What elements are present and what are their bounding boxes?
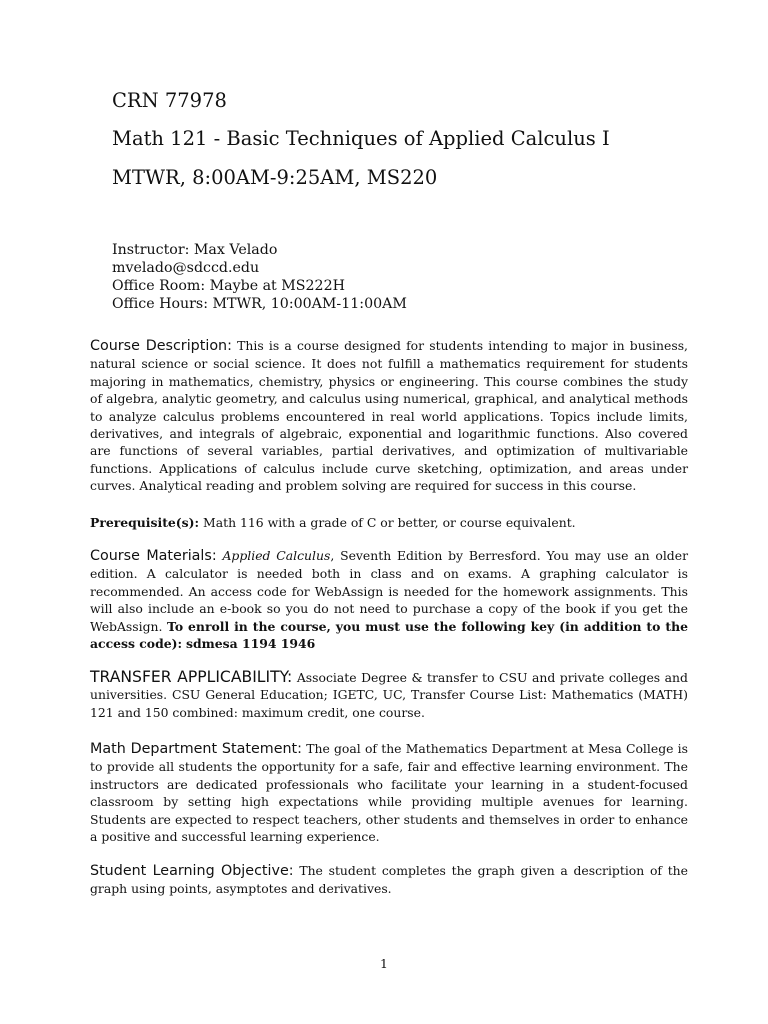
course-description-label: Course Description: [90,338,232,354]
course-materials-text: , Seventh Edition by Berresford. You may use an older edition. A calculator is needed both in class and on exams. A graphing calculator is recommended. An access code for WebAssign is needed for the homework assignments. This will also include an e-book so you do not need to purchase a copy of the book if you get the WebAssign. [90,548,688,634]
instructor-info [112,241,407,313]
textbook-title: Applied Calculus [222,548,331,563]
department-statement-label: Math Department Statement: [90,741,302,757]
learning-objective-text: The student completes the graph given a description of the graph using points, asymptotes and derivatives. [90,863,688,897]
enroll-key: sdmesa 1194 1946 [186,636,316,652]
department-statement-section [90,740,688,845]
learning-objective-label: Student Learning Objective: [90,863,294,879]
course-description-text: This is a course designed for students intending to major in business, natural science or social science. It does not fulfill a mathematics requirement for students majoring in mathematics, chemistry, physics or engineering. This course combines the study of algebra, analytic geometry, and calculus using numerical, graphical, and analytical methods to analyze calculus problems encountered in real world applications. Topics include limits, derivatives, and integrals of algebraic, exponential and logarithmic functions. Also covered are functions of several variables, partial derivatives, and optimization of multivariable functions. Applications of calculus include curve sketching, optimization, and areas under curves. Analytical reading and problem solving are required for success in this course. [90,338,688,494]
learning-objective-section [90,862,688,898]
prerequisites-section [90,514,688,531]
course-materials-section [90,547,688,652]
office-hours: Office Hours: MTWR, 10:00AM-11:00AM [112,296,407,312]
page-number: 1 [380,956,388,971]
course-schedule: MTWR, 8:00AM-9:25AM, MS220 [112,166,438,189]
transfer-text: Associate Degree & transfer to CSU and private colleges and universities. CSU General Education; IGETC, UC, Transfer Course List: Mathematics (MATH) 121 and 150 combined: maximum credit, one course. [90,670,688,720]
transfer-section [90,669,688,721]
prerequisites-label: Prerequisite(s): [90,515,200,530]
instructor-email: mvelado@sdccd.edu [112,260,260,276]
course-description-section [90,337,688,495]
prerequisites-text: Math 116 with a grade of C or better, or course equivalent. [203,515,576,530]
course-title: Math 121 - Basic Techniques of Applied Calculus I [112,127,610,150]
transfer-label: TRANSFER APPLICABILITY: [90,668,293,686]
department-statement-text: The goal of the Mathematics Department at Mesa College is to provide all students the opportunity for a safe, fair and effective learning environment. The instructors are dedicated professionals who facilitate your learning in a student-focused classroom by setting high expectations while providing multiple avenues for learning. Students are expected to respect teachers, other students and themselves in order to enhance a positive and successful learning experience. [90,741,688,845]
instructor-name: Instructor: Max Velado [112,242,278,258]
course-materials-label: Course Materials: [90,548,217,564]
enroll-note: To enroll in the course, you must use the following key (in addition to the access code): [90,618,688,652]
crn-heading: CRN 77978 [112,89,227,112]
office-room: Office Room: Maybe at MS222H [112,278,345,294]
